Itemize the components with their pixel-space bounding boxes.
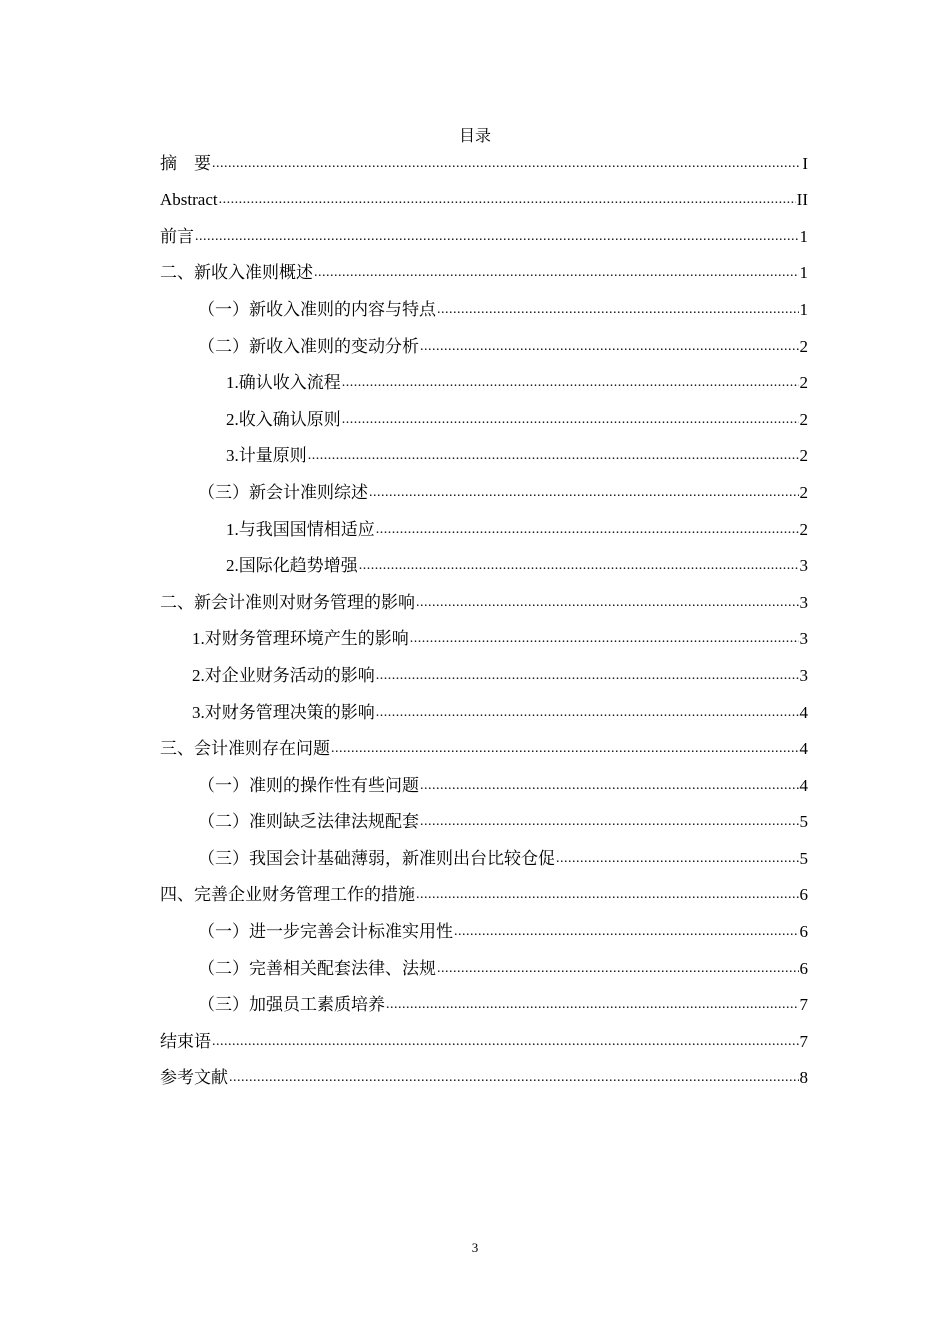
toc-entry-page: 2 — [799, 482, 808, 502]
toc-dot-leader — [420, 779, 799, 793]
toc-entry[interactable] — [160, 1059, 808, 1096]
toc-entry-page: 2 — [799, 373, 808, 393]
toc-dot-leader — [342, 376, 799, 390]
page-number: 3 — [471, 1240, 479, 1255]
toc-entry[interactable] — [160, 912, 808, 949]
toc-entry-label: 二、新会计准则对财务管理的影响 — [160, 592, 415, 612]
toc-entry[interactable] — [160, 876, 808, 913]
toc-entry-page: 3 — [799, 629, 808, 649]
toc-dot-leader — [416, 888, 799, 902]
toc-dot-leader — [212, 1035, 799, 1049]
toc-entry[interactable] — [160, 1022, 808, 1059]
toc-entry[interactable] — [160, 656, 808, 693]
toc-entry-page: 4 — [799, 702, 808, 722]
toc-dot-leader — [454, 925, 799, 939]
toc-entry[interactable] — [160, 473, 808, 510]
toc-entry-label: （一）进一步完善会计标准实用性 — [198, 922, 453, 942]
toc-entry[interactable] — [160, 949, 808, 986]
toc-dot-leader — [437, 962, 799, 976]
toc-dot-leader — [416, 596, 799, 610]
toc-entry[interactable] — [160, 364, 808, 401]
toc-entry[interactable] — [160, 254, 808, 291]
toc-entry-page: 5 — [799, 848, 808, 868]
toc-entry[interactable] — [160, 327, 808, 364]
toc-entry-label: 1.对财务管理环境产生的影响 — [192, 629, 409, 649]
toc-entry-label: 参考文献 — [160, 1068, 228, 1088]
toc-dot-leader — [219, 193, 796, 207]
toc-dot-leader — [420, 340, 799, 354]
toc-entry[interactable] — [160, 620, 808, 657]
toc-entry-label: 四、完善企业财务管理工作的措施 — [160, 885, 415, 905]
toc-entry-page: 7 — [799, 1031, 808, 1051]
toc-entry-page: 2 — [799, 446, 808, 466]
toc-entry-label: 2.对企业财务活动的影响 — [192, 665, 375, 685]
toc-entry-label: 1.与我国国情相适应 — [226, 519, 375, 539]
toc-entry-label: 3.计量原则 — [226, 446, 307, 466]
toc-entry[interactable] — [160, 986, 808, 1023]
toc-entry-page: 2 — [799, 519, 808, 539]
toc-entry-page: 4 — [799, 775, 808, 795]
toc-dot-leader — [212, 157, 801, 171]
toc-entry[interactable] — [160, 839, 808, 876]
toc-entry[interactable] — [160, 400, 808, 437]
toc-dot-leader — [410, 632, 799, 646]
toc-dot-leader — [556, 852, 799, 866]
toc-dot-leader — [420, 815, 799, 829]
toc-entry[interactable] — [160, 766, 808, 803]
toc-entry[interactable] — [160, 583, 808, 620]
toc-entry-page: 8 — [799, 1068, 808, 1088]
toc-entry-page: 2 — [799, 336, 808, 356]
toc-entry-page: 4 — [799, 739, 808, 759]
toc-dot-leader — [376, 523, 799, 537]
toc-dot-leader — [386, 998, 799, 1012]
toc-entry-page: 6 — [799, 958, 808, 978]
toc-entry[interactable] — [160, 181, 808, 218]
toc-entry-label: （一）新收入准则的内容与特点 — [198, 299, 436, 319]
toc-entry-page: 3 — [799, 592, 808, 612]
toc-entry-page: 7 — [799, 995, 808, 1015]
toc-dot-leader — [314, 266, 799, 280]
toc-dot-leader — [331, 742, 799, 756]
toc-entry-label: 2.国际化趋势增强 — [226, 556, 358, 576]
toc-entry[interactable] — [160, 290, 808, 327]
toc-dot-leader — [376, 706, 799, 720]
toc-entry[interactable] — [160, 803, 808, 840]
toc-entry-page: I — [802, 153, 808, 173]
toc-entry-label: 前言 — [160, 226, 194, 246]
toc-entry-label: （一）准则的操作性有些问题 — [198, 775, 419, 795]
toc-entry[interactable] — [160, 437, 808, 474]
toc-dot-leader — [359, 559, 799, 573]
toc-entry-label: 二、新收入准则概述 — [160, 263, 313, 283]
toc-dot-leader — [342, 413, 799, 427]
toc-entry-page: 5 — [799, 812, 808, 832]
toc-entry-label: 结束语 — [160, 1031, 211, 1051]
toc-entry-label: 3.对财务管理决策的影响 — [192, 702, 375, 722]
toc-entry-label: 三、会计准则存在问题 — [160, 739, 330, 759]
toc-entry-label: 1.确认收入流程 — [226, 373, 341, 393]
toc-entry-label: （二）新收入准则的变动分析 — [198, 336, 419, 356]
toc-entry[interactable] — [160, 510, 808, 547]
toc-entry-label: Abstract — [160, 190, 218, 210]
table-of-contents — [160, 144, 808, 1095]
toc-dot-leader — [376, 669, 799, 683]
toc-dot-leader — [437, 303, 799, 317]
toc-entry-page: 3 — [799, 665, 808, 685]
toc-entry-page: II — [796, 190, 808, 210]
toc-entry-label: （二）准则缺乏法律法规配套 — [198, 812, 419, 832]
toc-dot-leader — [369, 486, 799, 500]
toc-entry-page: 6 — [799, 922, 808, 942]
toc-entry[interactable] — [160, 217, 808, 254]
toc-entry-page: 1 — [799, 263, 808, 283]
toc-entry[interactable] — [160, 730, 808, 767]
toc-entry-page: 1 — [799, 226, 808, 246]
toc-entry-label: （三）我国会计基础薄弱，新准则出台比较仓促 — [198, 848, 555, 868]
toc-entry-label: 摘 要 — [160, 153, 211, 173]
toc-entry-page: 2 — [799, 409, 808, 429]
toc-dot-leader — [195, 230, 799, 244]
toc-entry-label: （三）加强员工素质培养 — [198, 995, 385, 1015]
toc-entry-label: （三）新会计准则综述 — [198, 482, 368, 502]
toc-entry-page: 1 — [799, 299, 808, 319]
toc-entry-label: 2.收入确认原则 — [226, 409, 341, 429]
toc-dot-leader — [229, 1071, 799, 1085]
toc-entry[interactable] — [160, 547, 808, 584]
toc-entry[interactable] — [160, 693, 808, 730]
toc-dot-leader — [308, 449, 799, 463]
toc-entry[interactable] — [160, 144, 808, 181]
toc-entry-page: 6 — [799, 885, 808, 905]
toc-title: 目录 — [458, 128, 491, 145]
toc-entry-label: （二）完善相关配套法律、法规 — [198, 958, 436, 978]
toc-entry-page: 3 — [799, 556, 808, 576]
